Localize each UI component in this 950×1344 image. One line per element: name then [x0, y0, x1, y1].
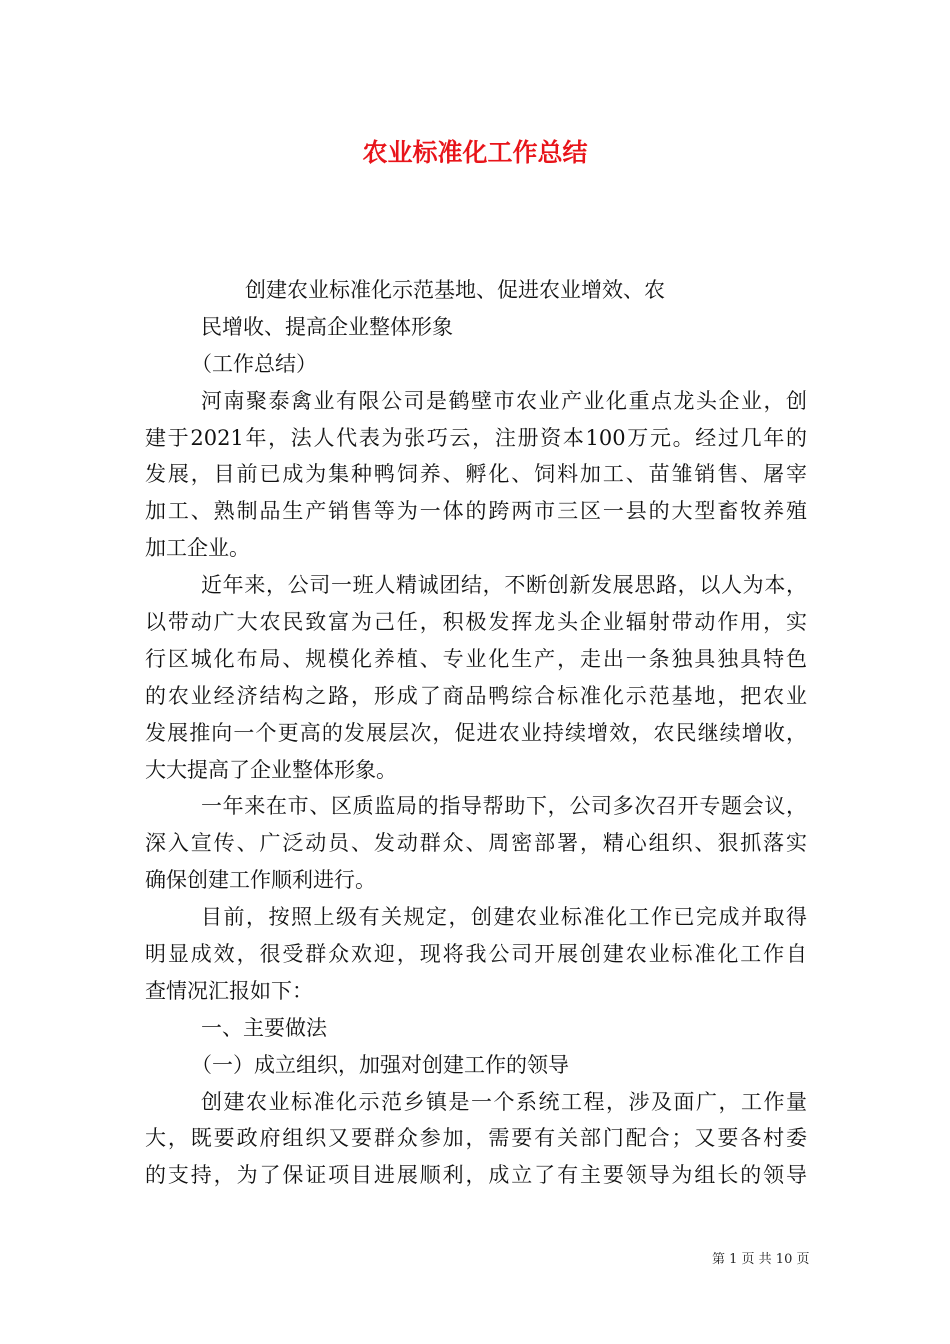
text-line: 明显成效，很受群众欢迎，现将我公司开展创建农业标准化工作自 — [145, 942, 807, 967]
text-line: 加工、熟制品生产销售等为一体的跨两市三区一县的大型畜牧养殖 — [145, 499, 807, 524]
text-line: 一、主要做法 — [201, 1015, 327, 1040]
document-body — [145, 272, 807, 1194]
text-line: 深入宣传、广泛动员、发动群众、周密部署，精心组织、狠抓落实 — [145, 831, 807, 856]
text-line: 以带动广大农民致富为己任，积极发挥龙头企业辐射带动作用，实 — [145, 610, 807, 635]
text-line: 建于2021年，法人代表为张巧云，注册资本100万元。经过几年的 — [145, 425, 807, 450]
text-line: 河南聚泰禽业有限公司是鹤壁市农业产业化重点龙头企业，创 — [201, 388, 807, 413]
text-line: 确保创建工作顺利进行。 — [145, 868, 376, 893]
text-line: 的支持，为了保证项目进展顺利，成立了有主要领导为组长的领导 — [145, 1163, 807, 1188]
text-line: 创建农业标准化示范基地、促进农业增效、农 — [245, 278, 665, 302]
text-line: 大大提高了企业整体形象。 — [145, 757, 397, 782]
text-line: 目前，按照上级有关规定，创建农业标准化工作已完成并取得 — [201, 905, 807, 930]
text-line: 发展推向一个更高的发展层次，促进农业持续增效，农民继续增收， — [145, 720, 807, 745]
text-line: （一）成立组织，加强对创建工作的领导 — [191, 1052, 569, 1077]
text-line: 行区城化布局、规模化养植、专业化生产，走出一条独具独具特色 — [145, 646, 807, 671]
text-line: 查情况汇报如下： — [145, 978, 313, 1003]
text-line: 大，既要政府组织又要群众参加，需要有关部门配合；又要各村委 — [145, 1126, 807, 1151]
text-line: 加工企业。 — [145, 536, 250, 561]
text-line: 近年来，公司一班人精诚团结，不断创新发展思路，以人为本， — [201, 573, 807, 598]
document-title: 农业标准化工作总结 — [362, 138, 588, 167]
text-line: 民增收、提高企业整体形象 — [201, 314, 453, 339]
text-line: 创建农业标准化示范乡镇是一个系统工程，涉及面广，工作量 — [201, 1089, 807, 1114]
text-line: 一年来在市、区质监局的指导帮助下，公司多次召开专题会议， — [201, 794, 807, 819]
text-line: （工作总结） — [191, 351, 317, 376]
page-number: 第 1 页 共 10 页 — [712, 1252, 810, 1267]
text-line: 发展，目前已成为集种鸭饲养、孵化、饲料加工、苗雏销售、屠宰 — [145, 462, 807, 487]
text-line: 的农业经济结构之路，形成了商品鸭综合标准化示范基地，把农业 — [145, 683, 807, 708]
